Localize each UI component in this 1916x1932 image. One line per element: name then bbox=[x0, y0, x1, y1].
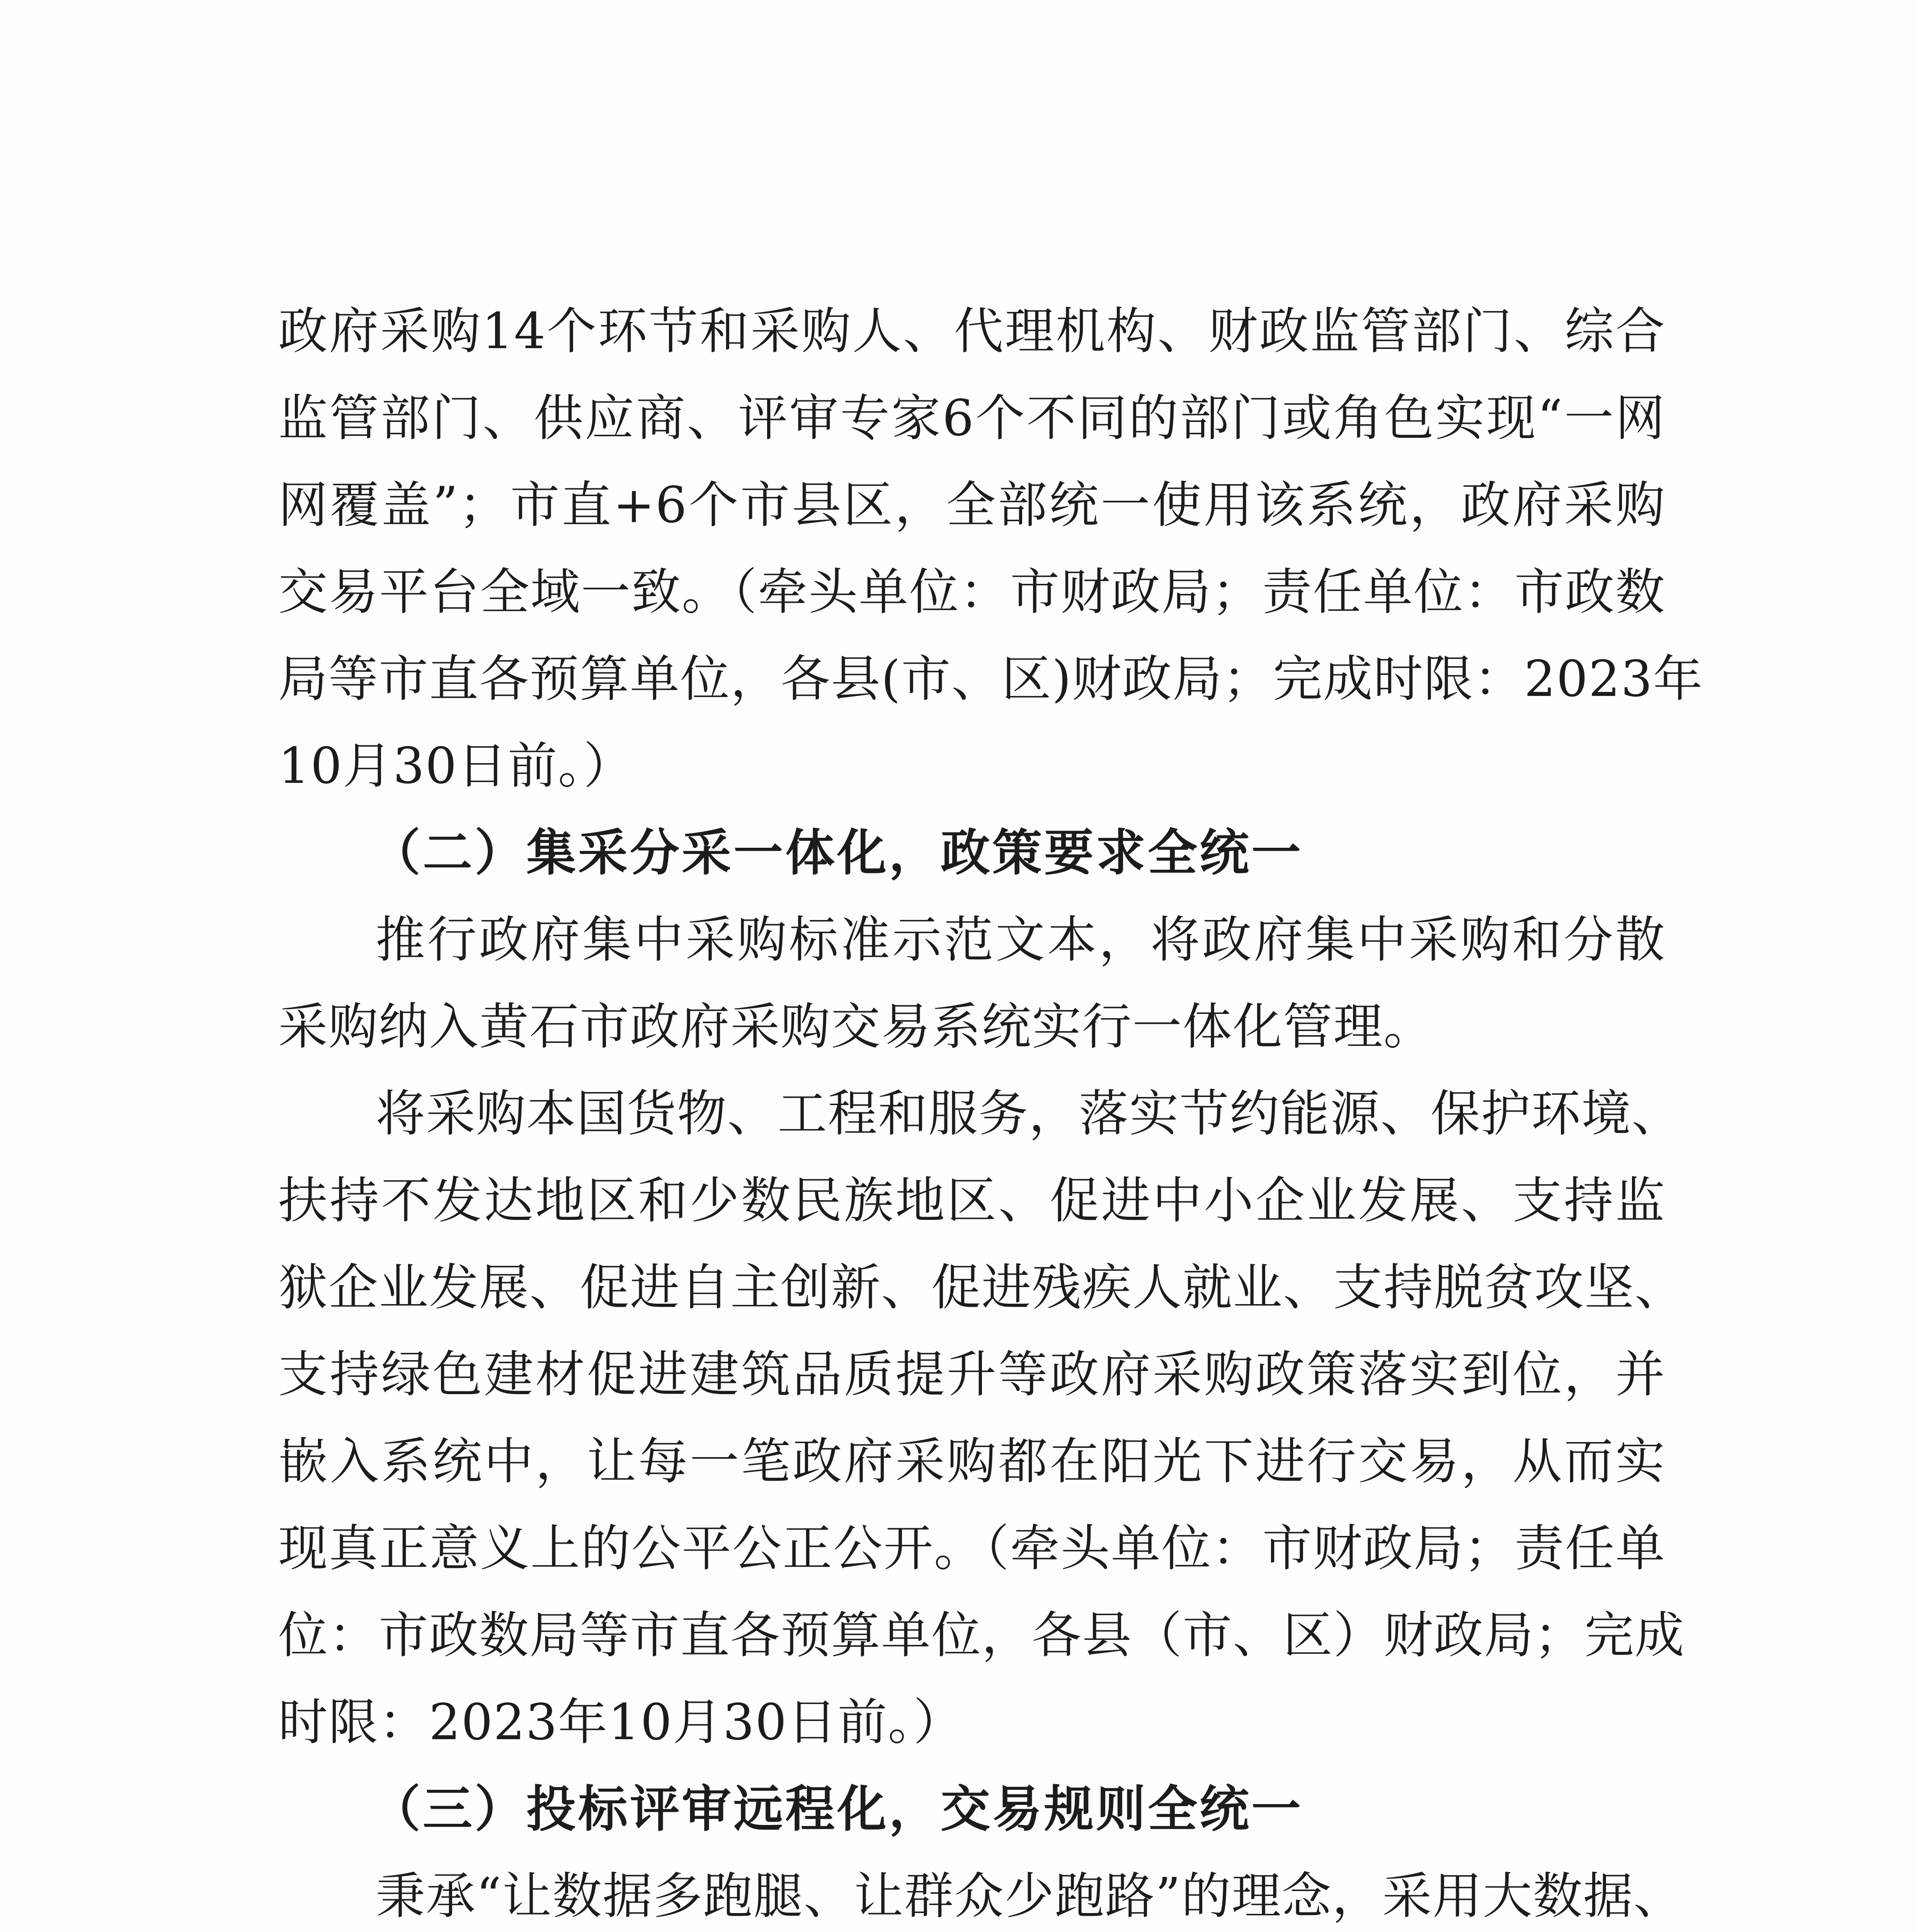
paragraph-line: 将采购本国货物、工程和服务，落实节约能源、保护环境、 bbox=[376, 1085, 1682, 1143]
section-heading: （二）集采分采一体化，政策要求全统一 bbox=[371, 824, 1303, 882]
section-heading: （三）投标评审远程化，交易规则全统一 bbox=[371, 1781, 1303, 1838]
paragraph-line: 推行政府集中采购标准示范文本，将政府集中采购和分散 bbox=[376, 911, 1666, 969]
paragraph-line: 时限：2023年10月30日前。） bbox=[278, 1694, 964, 1751]
paragraph-line: 现真正意义上的公平公正公开。（牵头单位：市财政局；责任单 bbox=[278, 1520, 1666, 1577]
paragraph-line: 局等市直各预算单位，各县(市、区)财政局；完成时限：2023年 bbox=[278, 650, 1703, 708]
paragraph-line: 嵌入系统中，让每一笔政府采购都在阳光下进行交易，从而实 bbox=[278, 1433, 1666, 1490]
paragraph-line: 位：市政数局等市直各预算单位，各县（市、区）财政局；完成 bbox=[278, 1607, 1685, 1664]
paragraph-line: 政府采购14个环节和采购人、代理机构、财政监管部门、综合 bbox=[278, 303, 1666, 360]
paragraph-line: 监管部门、供应商、评审专家6个不同的部门或角色实现“一网 bbox=[278, 389, 1666, 447]
paragraph-line: 采购纳入黄石市政府采购交易系统实行一体化管理。 bbox=[278, 998, 1434, 1056]
paragraph-line: 网覆盖”；市直+6个市县区，全部统一使用该系统，政府采购 bbox=[278, 476, 1666, 534]
paragraph-line: 扶持不发达地区和少数民族地区、促进中小企业发展、支持监 bbox=[278, 1172, 1666, 1230]
paragraph-line: 10月30日前。） bbox=[278, 737, 634, 795]
document-body bbox=[278, 288, 1703, 1932]
paragraph-line: 秉承“让数据多跑腿、让群众少跑路”的理念，采用大数据、 bbox=[376, 1867, 1684, 1925]
paragraph-line: 狱企业发展、促进自主创新、促进残疾人就业、支持脱贫攻坚、 bbox=[278, 1259, 1685, 1316]
paragraph-line: 交易平台全域一致。（牵头单位：市财政局；责任单位：市政数 bbox=[278, 563, 1666, 621]
paragraph-line: 支持绿色建材促进建筑品质提升等政府采购政策落实到位，并 bbox=[278, 1346, 1666, 1403]
